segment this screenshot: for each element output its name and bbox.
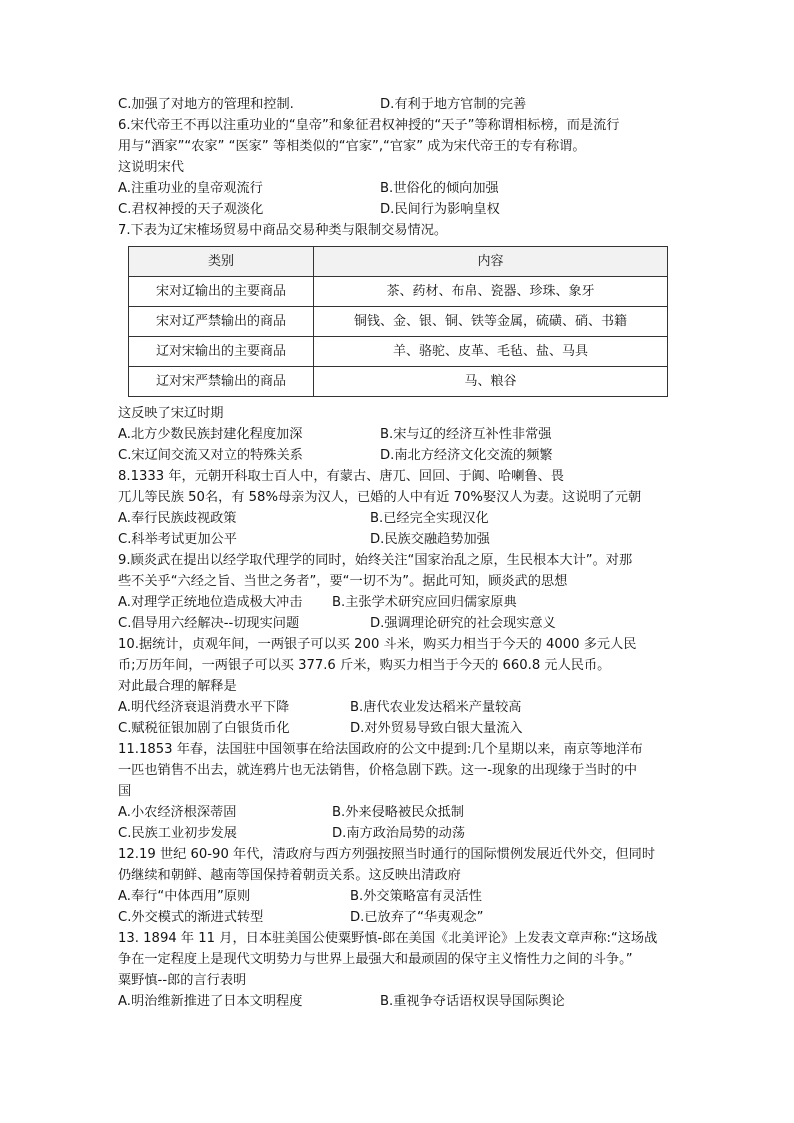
q7-option-a[interactable]: A.北方少数民族封建化程度加深 (118, 427, 303, 442)
question-10 (118, 634, 678, 739)
q8-option-d[interactable]: D.民族交融趋势加强 (370, 532, 490, 547)
question-12 (118, 844, 678, 928)
q6-stem-line: 用与“酒家”“农家” “医家” 等相类似的“官家”,“官家” 成为宋代帝王的专有称谓。 (118, 139, 586, 154)
q6-stem-line: 这说明宋代 (118, 160, 184, 175)
exam-page (118, 94, 678, 1012)
q5-option-c[interactable]: C.加强了对地方的管理和控制. (118, 97, 294, 112)
q6-option-d[interactable]: D.民间行为影响皇权 (380, 202, 500, 217)
q10-stem-line: 币;万历年间，一两银子可以买 377.6 斤米，购买力相当于今天的 660.8 元人民币。 (118, 658, 611, 673)
question-11 (118, 739, 678, 844)
table-cell: 宋对辽严禁输出的商品 (129, 307, 314, 337)
question-13 (118, 928, 678, 1012)
q9-options-ab (118, 592, 678, 613)
q13-options-ab (118, 991, 678, 1012)
q12-option-d[interactable]: D.已放弃了“华夷观念” (350, 910, 484, 925)
q12-option-c[interactable]: C.外交模式的渐进式转型 (118, 910, 264, 925)
trade-table (128, 246, 668, 397)
q12-option-a[interactable]: A.奉行“中体西用”原则 (118, 889, 251, 904)
q11-options-ab (118, 802, 678, 823)
q11-stem-line: 国 (118, 784, 132, 799)
q7-options-cd (118, 445, 678, 466)
q11-options-cd (118, 823, 678, 844)
table-cell: 羊、骆驼、皮革、毛毡、盐、马具 (314, 337, 668, 367)
q10-stem-line: 10.据统计，贞观年间，一两银子可以买 200 斗米，购买力相当于今天的 4000 多元人民 (118, 637, 637, 652)
q7-option-b[interactable]: B.宋与辽的经济互补性非常强 (380, 427, 552, 442)
q9-options-cd (118, 613, 678, 634)
q10-option-a[interactable]: A.明代经济衰退消费水平下降 (118, 700, 290, 715)
q8-options-ab (118, 508, 678, 529)
table-row (129, 307, 668, 337)
q7-options-ab (118, 424, 678, 445)
q6-stem-line: 6.宋代帝王不再以注重功业的“皇帝”和象征君权神授的“天子”等称谓相标榜，而是流行 (118, 118, 620, 133)
question-9 (118, 550, 678, 634)
q9-stem-line: 些不关乎“六经之旨、当世之务者”，要“一切不为”。据此可知，顾炎武的思想 (118, 574, 568, 589)
table-cell: 辽对宋严禁输出的商品 (129, 367, 314, 397)
q6-options-cd (118, 199, 678, 220)
q5-options-cd (118, 94, 678, 115)
q12-options-ab (118, 886, 678, 907)
table-row (129, 337, 668, 367)
table-cell: 茶、药材、布帛、瓷器、珍珠、象牙 (314, 277, 668, 307)
q9-option-c[interactable]: C.倡导用六经解决--切现实问题 (118, 616, 300, 631)
q13-stem-line: 13. 1894 年 11 月，日本驻美国公使粟野慎-郎在美国《北美评论》上发表文章声称:“这场战 (118, 931, 658, 946)
table-header-category: 类别 (129, 247, 314, 277)
q9-option-d[interactable]: D.强调理论研究的社会现实意义 (370, 616, 556, 631)
q6-option-b[interactable]: B.世俗化的倾向加强 (380, 181, 499, 196)
q12-stem-line: 12.19 世纪 60-90 年代，清政府与西方列强按照当时通行的国际惯例发展近代外交，但同时 (118, 847, 656, 862)
table-header-row (129, 247, 668, 277)
q6-option-c[interactable]: C.君权神授的天子观淡化 (118, 202, 264, 217)
q8-options-cd (118, 529, 678, 550)
q10-options-ab (118, 697, 678, 718)
q10-options-cd (118, 718, 678, 739)
table-row (129, 367, 668, 397)
q11-stem-line: 11.1853 年春，法国驻中国领事在给法国政府的公文中提到:几个星期以来，南京等地洋布 (118, 742, 643, 757)
q6-option-a[interactable]: A.注重功业的皇帝观流行 (118, 181, 263, 196)
q6-options-ab (118, 178, 678, 199)
q12-option-b[interactable]: B.外交策略富有灵活性 (350, 889, 482, 904)
question-8 (118, 466, 678, 550)
q11-option-a[interactable]: A.小农经济根深蒂固 (118, 805, 237, 820)
q8-option-c[interactable]: C.科举考试更加公平 (118, 532, 237, 547)
q11-option-d[interactable]: D.南方政治局势的动荡 (332, 826, 466, 841)
q7-question-line: 这反映了宋辽时期 (118, 406, 224, 421)
table-cell: 辽对宋输出的主要商品 (129, 337, 314, 367)
q8-stem-line: 8.1333 年，元朝开科取士百人中，有蒙古、唐兀、回回、于阗、哈喇鲁、畏 (118, 469, 564, 484)
q13-option-b[interactable]: B.重视争夺话语权误导国际舆论 (380, 994, 565, 1009)
q13-option-a[interactable]: A.明治维新推进了日本文明程度 (118, 994, 303, 1009)
q11-option-b[interactable]: B.外来侵略被民众抵制 (332, 805, 464, 820)
q10-option-b[interactable]: B.唐代农业发达稻米产量较高 (350, 700, 522, 715)
q13-stem-line: 争在一定程度上是现代文明势力与世界上最强大和最顽固的保守主义惰性力之间的斗争。” (118, 952, 633, 967)
question-6 (118, 115, 678, 220)
q12-stem-line: 仍继续和朝鲜、越南等国保持着朝贡关系。这反映出清政府 (118, 868, 461, 883)
q11-option-c[interactable]: C.民族工业初步发展 (118, 826, 237, 841)
q7-option-d[interactable]: D.南北方经济文化交流的频繁 (380, 448, 553, 463)
q9-stem-line: 9.顾炎武在提出以经学取代理学的同时，始终关注“国家治乱之原，生民根本大计”。对那 (118, 553, 633, 568)
q7-stem-line: 7.下表为辽宋榷场贸易中商品交易种类与限制交易情况。 (118, 223, 448, 238)
table-cell: 马、粮谷 (314, 367, 668, 397)
q9-option-a[interactable]: A.对理学正统地位造成极大冲击 (118, 595, 303, 610)
q8-option-b[interactable]: B.已经完全实现汉化 (370, 511, 489, 526)
table-row (129, 277, 668, 307)
table-cell: 宋对辽输出的主要商品 (129, 277, 314, 307)
q9-option-b[interactable]: B.主张学术研究应回归儒家原典 (332, 595, 517, 610)
question-7 (118, 220, 678, 466)
q8-stem-line: 兀儿等民族 50名，有 58%母亲为汉人，已婚的人中有近 70%娶汉人为妻。这说明了元朝 (118, 490, 642, 505)
q5-option-d[interactable]: D.有利于地方官制的完善 (380, 97, 527, 112)
q11-stem-line: 一匹也销售不出去，就连鸦片也无法销售，价格急剧下跌。这一-现象的出现缘于当时的中 (118, 763, 638, 778)
q13-stem-line: 粟野慎--郎的言行表明 (118, 973, 247, 988)
q10-option-d[interactable]: D.对外贸易导致白银大量流入 (350, 721, 523, 736)
q10-stem-line: 对此最合理的解释是 (118, 679, 237, 694)
q7-option-c[interactable]: C.宋辽间交流又对立的特殊关系 (118, 448, 303, 463)
q12-options-cd (118, 907, 678, 928)
q10-option-c[interactable]: C.赋税征银加剧了白银货币化 (118, 721, 290, 736)
table-header-content: 内容 (314, 247, 668, 277)
table-cell: 铜钱、金、银、铜、铁等金属，硫磺、硝、书籍 (314, 307, 668, 337)
q8-option-a[interactable]: A.奉行民族歧视政策 (118, 511, 237, 526)
